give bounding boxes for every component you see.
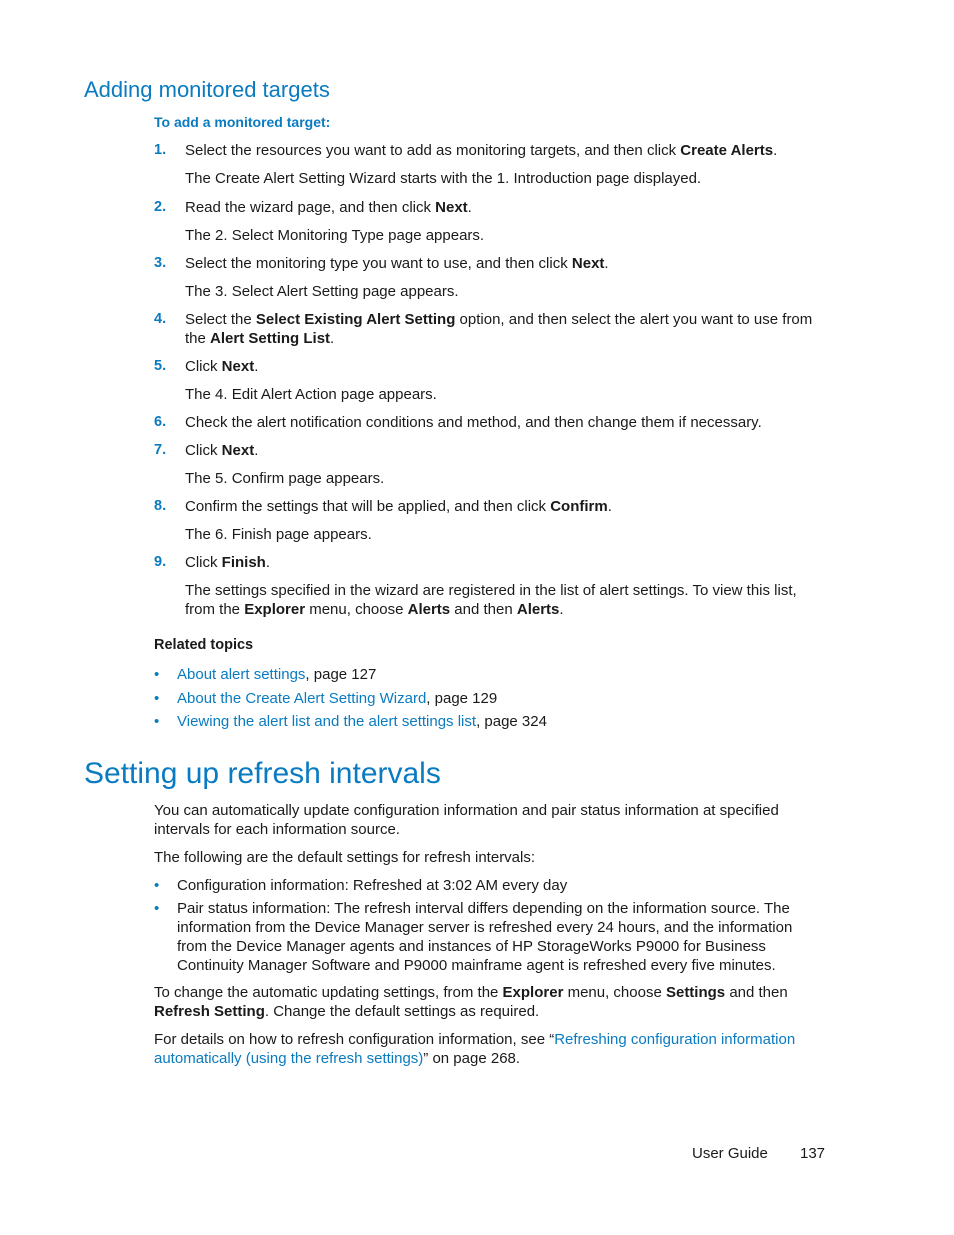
step-text: Click Next. <box>185 358 259 375</box>
step-text: Click Next. <box>185 442 259 459</box>
default-setting-item: Pair status information: The refresh interval differs depending on the information source. The information from the Device Manager server is refreshed every 24 hours, and the information from the Device Manager agents and instances of HP StorageWorks P9000 for Business Continuity Manager Software and P9000 mainframe agent is refreshed every five minutes. <box>177 900 793 974</box>
step-number: 6. <box>154 414 167 430</box>
step-text: Confirm the settings that will be applied, and then click Confirm. <box>185 498 612 515</box>
change-settings-paragraph: To change the automatic updating settings, from the Explorer menu, choose Settings and then Refresh Setting. Change the default settings as required. <box>154 984 788 1020</box>
related-topic-link[interactable]: About alert settings <box>177 666 306 683</box>
details-paragraph: For details on how to refresh configuration information, see “Refreshing configuration information automatically (using the refresh settings)” on page 268. <box>154 1031 796 1067</box>
bullet-glyph: • <box>154 900 160 917</box>
step-text: Select the monitoring type you want to use, and then click Next. <box>185 255 609 272</box>
step-number: 9. <box>154 554 167 570</box>
bullet-glyph: • <box>154 666 160 683</box>
step-text: Select the resources you want to add as monitoring targets, and then click Create Alerts. <box>185 142 778 159</box>
step-number: 4. <box>154 311 167 327</box>
bullet-glyph: • <box>154 690 160 707</box>
bullet-glyph: • <box>154 877 160 894</box>
procedure-title: To add a monitored target: <box>154 114 331 130</box>
step-number: 2. <box>154 199 167 215</box>
related-topic-item: Viewing the alert list and the alert settings list, page 324 <box>177 713 547 730</box>
step-result: The Create Alert Setting Wizard starts with the 1. Introduction page displayed. <box>185 170 702 187</box>
refresh-settings-link[interactable]: Refreshing configuration information automatically (using the refresh settings) <box>154 1031 796 1067</box>
step-text: Select the Select Existing Alert Setting option, and then select the alert you want to use from the Alert Setting List. <box>185 311 813 347</box>
step-result: The 5. Confirm page appears. <box>185 470 385 487</box>
step-text: Check the alert notification conditions and method, and then change them if necessary. <box>185 414 762 431</box>
defaults-lead-paragraph: The following are the default settings for refresh intervals: <box>154 849 536 866</box>
related-topic-link[interactable]: About the Create Alert Setting Wizard <box>177 690 427 707</box>
final-note: The settings specified in the wizard are registered in the list of alert settings. To view this list, from the Explorer menu, choose Alerts and then Alerts. <box>185 582 797 618</box>
step-number: 8. <box>154 498 167 514</box>
footer-label: User Guide <box>692 1145 768 1162</box>
related-topic-link[interactable]: Viewing the alert list and the alert settings list <box>177 713 477 730</box>
step-number: 3. <box>154 255 167 271</box>
step-result: The 6. Finish page appears. <box>185 526 372 543</box>
related-topic-item: About the Create Alert Setting Wizard, page 129 <box>177 690 498 707</box>
default-setting-item: Configuration information: Refreshed at 3:02 AM every day <box>177 877 568 894</box>
bullet-glyph: • <box>154 713 160 730</box>
page-number: 137 <box>800 1145 826 1162</box>
step-number: 7. <box>154 442 167 458</box>
step-number: 5. <box>154 358 167 374</box>
related-topics-title: Related topics <box>154 637 254 653</box>
step-number: 1. <box>154 142 167 158</box>
step-result: The 4. Edit Alert Action page appears. <box>185 386 437 403</box>
intro-paragraph: You can automatically update configuration information and pair status information at specified intervals for each information source. <box>154 802 779 838</box>
section-heading-refresh-intervals: Setting up refresh intervals <box>84 757 441 790</box>
step-result: The 3. Select Alert Setting page appears. <box>185 283 459 300</box>
section-heading-adding-monitored-targets: Adding monitored targets <box>84 77 330 102</box>
related-topic-item: About alert settings, page 127 <box>177 666 377 683</box>
step-text: Click Finish. <box>185 554 271 571</box>
step-result: The 2. Select Monitoring Type page appears. <box>185 227 485 244</box>
step-text: Read the wizard page, and then click Next. <box>185 199 472 216</box>
